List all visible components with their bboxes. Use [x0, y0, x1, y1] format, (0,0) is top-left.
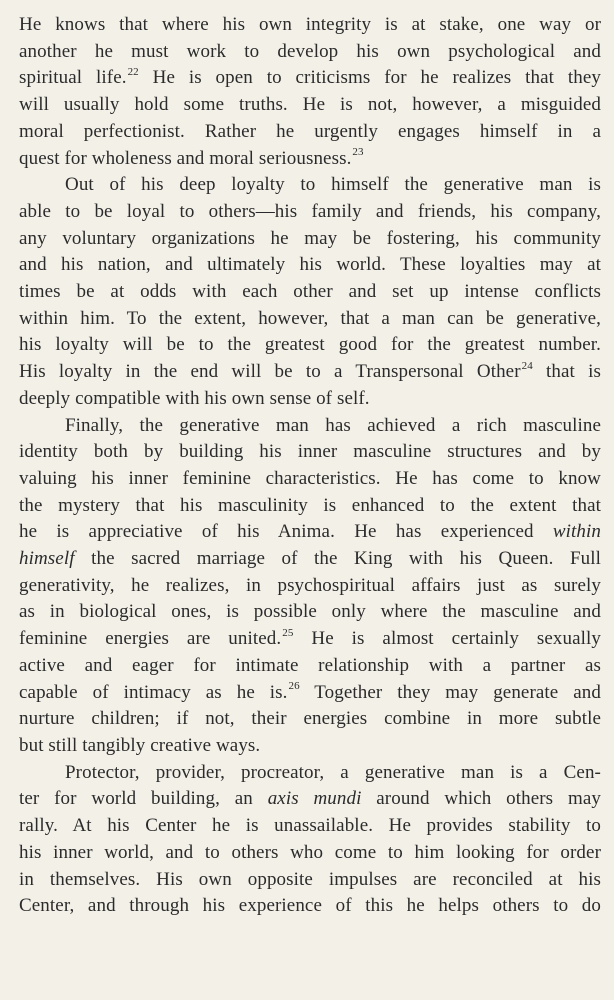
text-run: active and eager for intimate relationship with a partner as	[19, 654, 601, 676]
text-run: quest for wholeness and moral seriousness.	[19, 147, 352, 169]
text-line	[19, 573, 601, 600]
body-text	[19, 12, 601, 920]
italic-text: within	[552, 521, 601, 543]
text-run: the sacred marriage of the King with his Queen. Full	[74, 548, 601, 570]
text-run: generativity, he realizes, in psychospiritual affairs just as surely	[19, 574, 601, 596]
text-run: around which others may	[361, 788, 601, 810]
text-line	[19, 39, 601, 66]
text-line	[19, 12, 601, 39]
text-run: able to be loyal to others—his family and friends, his company,	[19, 200, 601, 222]
text-line	[19, 226, 601, 253]
text-line	[19, 466, 601, 493]
text-line	[19, 867, 601, 894]
paragraph	[19, 413, 601, 760]
text-run: but still tangibly creative ways.	[19, 734, 261, 756]
text-line	[19, 146, 601, 173]
text-run: He is almost certainly sexually	[293, 628, 601, 650]
text-run: ter for world building, an	[19, 788, 268, 810]
text-line	[19, 653, 601, 680]
text-line	[19, 306, 601, 333]
text-line	[19, 172, 601, 199]
text-line	[19, 893, 601, 920]
text-run: he is appreciative of his Anima. He has experienced	[19, 521, 553, 543]
text-run: He knows that where his own integrity is at stake, one way or	[19, 14, 601, 35]
text-run: moral perfectionist. Rather he urgently engages himself in a	[19, 120, 601, 142]
text-line	[19, 680, 601, 707]
paragraph	[19, 172, 601, 412]
text-run: Finally, the generative man has achieved a rich masculine	[65, 414, 601, 436]
text-run: rally. At his Center he is unassailable. He provides stability to	[19, 815, 601, 837]
text-run: as in biological ones, is possible only where the masculine and	[19, 601, 601, 623]
text-line	[19, 199, 601, 226]
text-run: capable of intimacy as he is.	[19, 681, 288, 703]
text-run: valuing his inner feminine characteristics. He has come to know	[19, 467, 601, 489]
text-run: nurture children; if not, their energies combine in more subtle	[19, 708, 601, 730]
text-line	[19, 493, 601, 520]
text-run: within him. To the extent, however, that a man can be generative,	[19, 307, 601, 329]
text-run: Out of his deep loyalty to himself the generative man is	[65, 174, 601, 196]
text-run: Together they may generate and	[299, 681, 601, 703]
text-line	[19, 252, 601, 279]
paragraph	[19, 760, 601, 920]
text-run: any voluntary organizations he may be fostering, his community	[19, 227, 601, 249]
text-run: the mystery that his masculinity is enhanced to the extent that	[19, 494, 601, 516]
footnote-ref: 22	[127, 66, 139, 79]
text-line	[19, 386, 601, 413]
text-run: deeply compatible with his own sense of self.	[19, 387, 370, 409]
text-line	[19, 786, 601, 813]
text-line	[19, 706, 601, 733]
text-run: times be at odds with each other and set up intense conflicts	[19, 281, 601, 303]
footnote-ref: 24	[521, 359, 533, 372]
text-run: spiritual life.	[19, 67, 127, 89]
text-run: identity both by building his inner masculine structures and by	[19, 441, 601, 463]
italic-text: himself	[19, 548, 75, 570]
italic-text: axis mundi	[267, 788, 362, 810]
text-line	[19, 813, 601, 840]
text-run: his loyalty will be to the greatest good for the greatest number.	[19, 334, 601, 356]
text-line	[19, 359, 601, 386]
text-line	[19, 599, 601, 626]
text-line	[19, 92, 601, 119]
text-line	[19, 760, 601, 787]
text-line	[19, 119, 601, 146]
footnote-ref: 26	[288, 680, 300, 693]
text-line	[19, 840, 601, 867]
text-run: and his nation, and ultimately his world. These loyalties may at	[19, 254, 601, 276]
text-line	[19, 65, 601, 92]
text-run: Protector, provider, procreator, a generative man is a Cen-	[65, 761, 601, 783]
text-run: that is	[532, 361, 602, 383]
text-line	[19, 733, 601, 760]
text-run: He is open to criticisms for he realizes that they	[138, 67, 601, 89]
text-run: Center, and through his experience of this he helps others to do	[19, 895, 601, 917]
text-run: His loyalty in the end will be to a Transpersonal Other	[19, 361, 521, 383]
footnote-ref: 23	[352, 146, 364, 159]
text-run: another he must work to develop his own psychological and	[19, 40, 601, 62]
text-line	[19, 413, 601, 440]
text-line	[19, 332, 601, 359]
text-run: his inner world, and to others who come to him looking for order	[19, 841, 601, 863]
text-line	[19, 279, 601, 306]
text-line	[19, 546, 601, 573]
text-run: will usually hold some truths. He is not, however, a misguided	[19, 94, 601, 116]
footnote-ref: 25	[282, 626, 294, 639]
text-run: in themselves. His own opposite impulses are reconciled at his	[19, 868, 601, 890]
text-line	[19, 519, 601, 546]
text-line	[19, 626, 601, 653]
text-line	[19, 439, 601, 466]
paragraph	[19, 12, 601, 172]
text-run: feminine energies are united.	[19, 628, 282, 650]
